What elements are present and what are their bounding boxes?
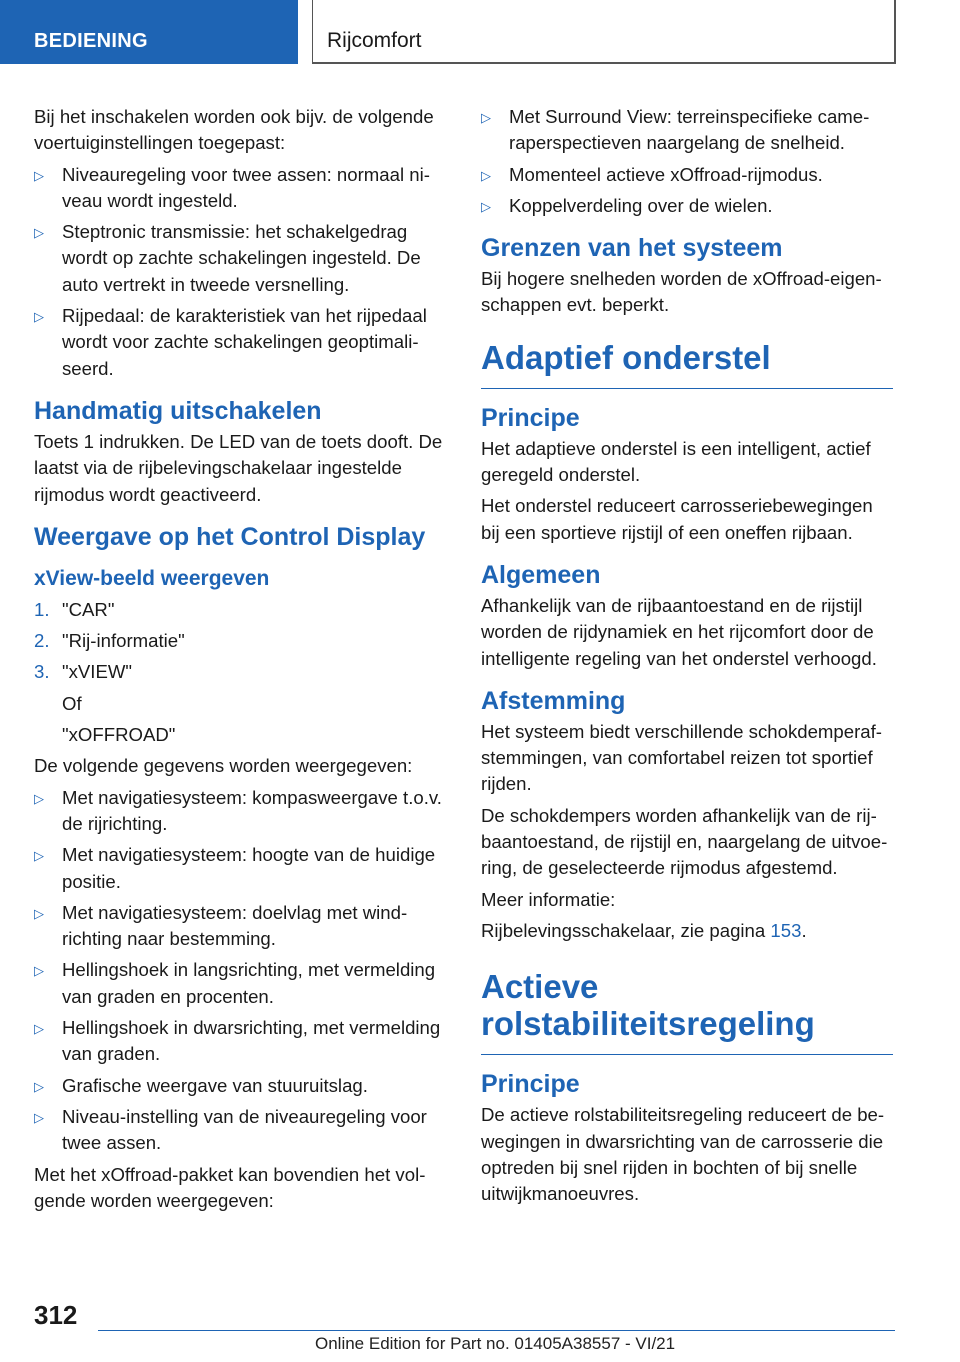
heading-system-limits: Grenzen van het systeem: [481, 234, 783, 263]
triangle-bullet-icon: ▷: [34, 1109, 44, 1125]
step-item: 2. "Rij-informatie": [34, 630, 185, 652]
tuning-paragraph: Het systeem biedt verschillende schokdemperafstemmingen, van comfortabel reizen tot sportief rijden.: [481, 720, 882, 795]
list-item: ▷ Steptronic transmissie: het schakelgedrag wordt op zachte schakelingen ingesteld. De auto vertrekt in tweede versnelling.: [34, 221, 421, 295]
left-column: [34, 104, 446, 1219]
heading-adaptive-suspension: Adaptief onderstel: [481, 339, 893, 389]
settings-list: [34, 162, 446, 382]
heading-control-display: Weergave op het Control Display: [34, 522, 426, 551]
step-item: 1. "CAR": [34, 598, 115, 620]
triangle-bullet-icon: ▷: [481, 167, 491, 183]
general-paragraph: Afhankelijk van de rijbaantoestand en de rijstijl worden de rijdynamiek en het rijcomfort door de intelligente regeling van het onderstel verhoogd.: [481, 594, 877, 669]
reference-line: Rijbelevingsschakelaar, zie pagina 153.: [481, 919, 807, 941]
heading-general: Algemeen: [481, 560, 601, 589]
display-data-list: [34, 785, 446, 1157]
list-item: ▷ Koppelverdeling over de wielen.: [481, 193, 893, 219]
intro-paragraph: Bij het inschakelen worden ook bijv. de volgende voertuiginstellingen toegepast:: [34, 106, 434, 154]
triangle-bullet-icon: ▷: [34, 790, 44, 806]
list-item: ▷ Hellingshoek in langsrichting, met vermelding van graden en procenten.: [34, 959, 436, 1007]
list-item: ▷ Met Surround View: terreinspecifieke cameraperspectieven naargelang de snelheid.: [481, 106, 870, 154]
triangle-bullet-icon: ▷: [34, 848, 44, 864]
offroad-paragraph: Met het xOffroad-pakket kan bovendien het volgende worden weergegeven:: [34, 1163, 426, 1211]
heading-active-roll-stabilization: Actieve rolstabiliteitsregeling: [481, 968, 893, 1055]
list-item: ▷ Niveau-instelling van de niveauregeling voor twee assen.: [34, 1105, 427, 1154]
triangle-bullet-icon: ▷: [34, 225, 44, 241]
list-item: ▷ Met navigatiesysteem: kompasweergave t.o.v. de rijrichting.: [34, 786, 442, 834]
data-shown-paragraph: De volgende gegevens worden weergegeven:: [34, 755, 413, 777]
heading-principle: Principe: [481, 403, 580, 432]
principle-paragraph: Het adaptieve onderstel is een intelligent, actief geregeld onderstel.: [481, 437, 871, 486]
heading-tuning: Afstemming: [481, 686, 626, 715]
more-info-label: Meer informatie:: [481, 888, 616, 910]
heading-xview: xView-beeld weergeven: [34, 566, 270, 590]
steps-list: [34, 597, 446, 748]
tuning-paragraph: De schokdempers worden afhankelijk van de rijbaantoestand, de rijstijl en, naargelang de uitvoering, de geselecteerde rijmodus afgestemd.: [481, 804, 888, 879]
list-item: ▷ Met navigatiesysteem: doelvlag met windrichting naar bestemming.: [34, 901, 408, 950]
footer-edition: Online Edition for Part no. 01405A38557 - VI/21: [315, 1334, 676, 1353]
offroad-list: [481, 104, 893, 219]
triangle-bullet-icon: ▷: [481, 198, 491, 214]
triangle-bullet-icon: ▷: [34, 1078, 44, 1094]
page-reference-link[interactable]: 153: [770, 919, 802, 941]
chapter-tab: BEDIENING: [0, 0, 298, 64]
triangle-bullet-icon: ▷: [34, 167, 44, 183]
triangle-bullet-icon: ▷: [34, 309, 44, 325]
footer-divider: [98, 1330, 895, 1331]
list-item: ▷ Grafische weergave van stuuruitslag.: [34, 1073, 446, 1099]
triangle-bullet-icon: ▷: [481, 110, 491, 125]
list-item: ▷ Niveauregeling voor twee assen: normaal niveau wordt ingesteld.: [34, 163, 430, 211]
principle-paragraph: Het onderstel reduceert carrosseriebewegingen bij een sportieve rijstijl of een oneffen rijbaan.: [481, 495, 873, 543]
section-title: Rijcomfort: [312, 0, 896, 64]
triangle-bullet-icon: ▷: [34, 963, 44, 979]
heading-principle: Principe: [481, 1070, 580, 1099]
right-column: [481, 104, 893, 1212]
triangle-bullet-icon: ▷: [34, 1021, 44, 1037]
principle-paragraph: De actieve rolstabiliteitsregeling reduceert de bewegingen in dwarsrichting van de carrosserie die optreden bij snel rijden in bochten of bij snelle uitwijkmanoeuvres.: [481, 1104, 885, 1205]
list-item: ▷ Hellingshoek in dwarsrichting, met vermelding van graden.: [34, 1017, 441, 1065]
limits-paragraph: Bij hogere snelheden worden de xOffroad-eigenschappen evt. beperkt.: [481, 268, 882, 316]
heading-manual-off: Handmatig uitschakelen: [34, 396, 322, 425]
page-number: 312: [34, 1300, 78, 1330]
list-item: ▷ Momenteel actieve xOffroad-rijmodus.: [481, 162, 893, 188]
list-item: ▷ Met navigatiesysteem: hoogte van de huidige positie.: [34, 844, 436, 892]
manual-off-paragraph: Toets 1 indrukken. De LED van de toets dooft. De laatst via de rijbelevingschakelaar ingestelde rijmodus wordt geactiveerd.: [34, 430, 443, 505]
triangle-bullet-icon: ▷: [34, 905, 44, 921]
step-item: 3. "xVIEW" Of "xOFFROAD": [34, 661, 176, 746]
list-item: ▷ Rijpedaal: de karakteristiek van het rijpedaal wordt voor zachte schakelingen geoptimaliseerd.: [34, 305, 427, 379]
